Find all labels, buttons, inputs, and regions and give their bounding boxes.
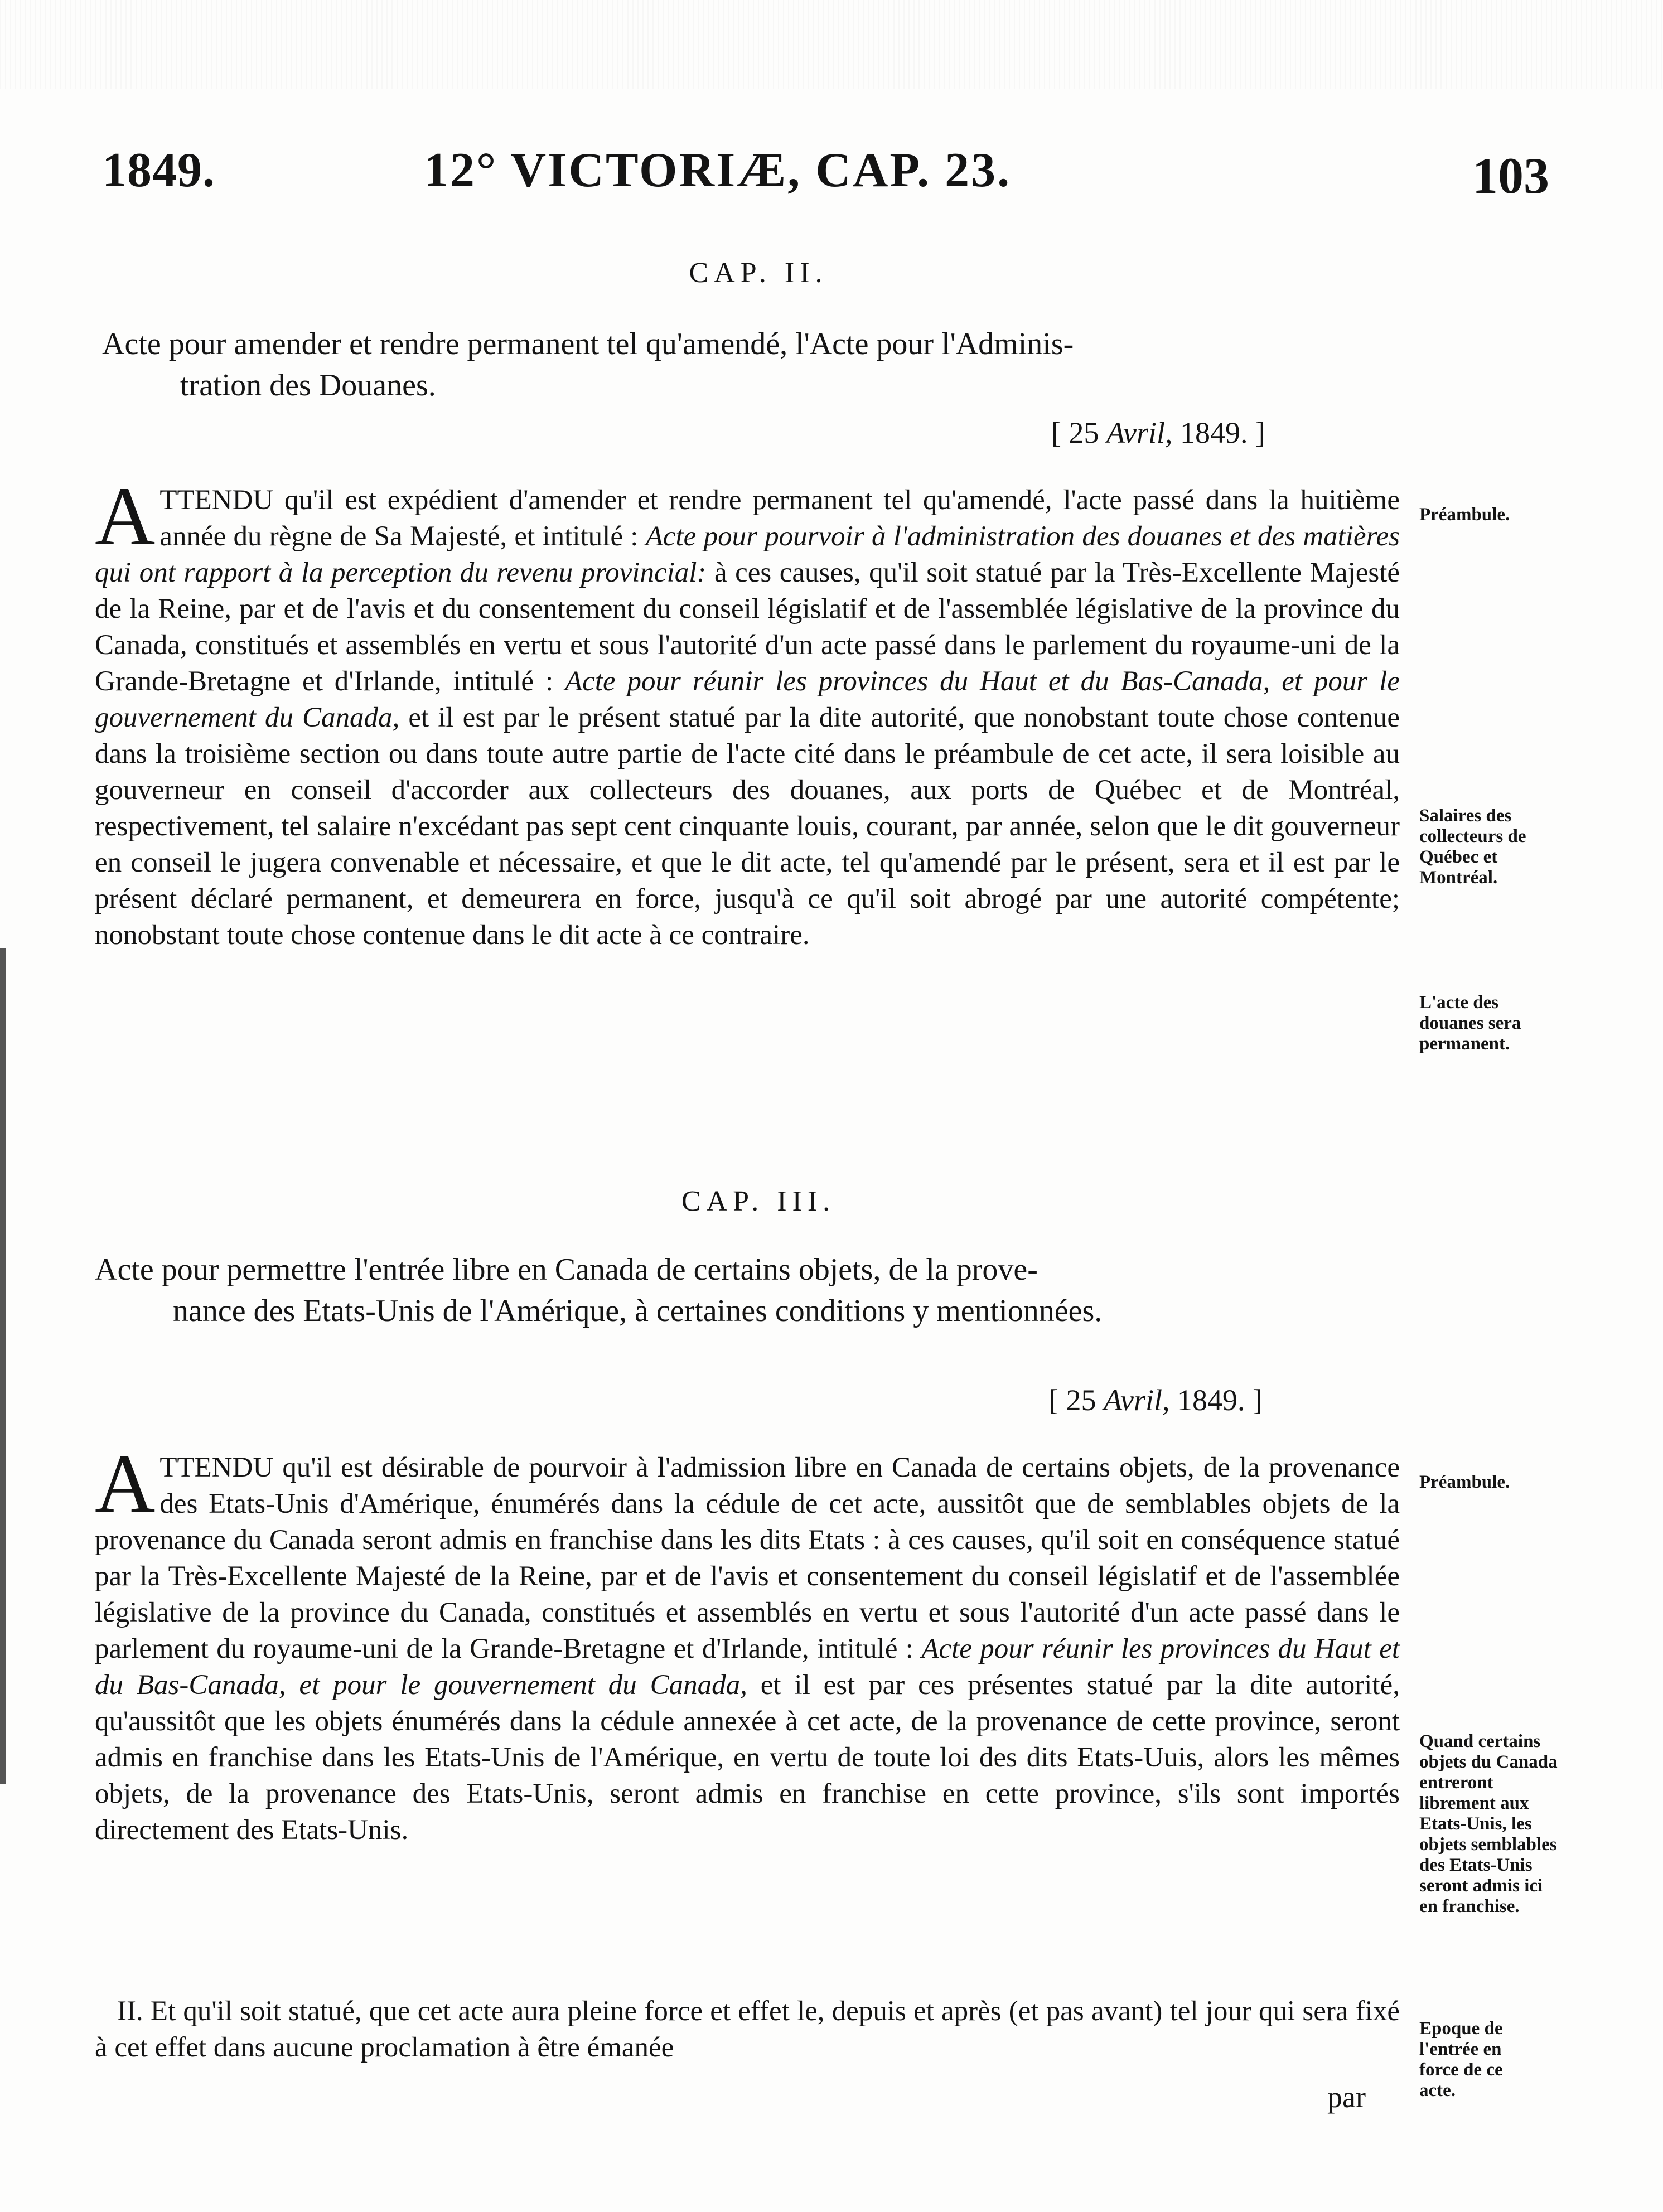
scan-noise-strip	[0, 0, 1663, 89]
margin-note-preamble-3: Préambule.	[1419, 1472, 1510, 1492]
chapter-3-title-line2: nance des Etats-Unis de l'Amérique, à certaines conditions y mentionnées.	[173, 1294, 1103, 1328]
chapter-3-title	[95, 1249, 1444, 1332]
catchword: par	[1327, 2080, 1366, 2114]
date-suffix: 1849. ]	[1169, 1383, 1263, 1417]
body-italic: Acte pour pourvoir à l'administration des douanes et des matières qui ont rapport à la perception du revenu provincial:	[95, 521, 1400, 588]
margin-note-epoch: Epoque de l'entrée en force de ce acte.	[1419, 2019, 1503, 2100]
date-suffix: 1849. ]	[1172, 416, 1265, 449]
chapter-2-title-line1: Acte pour amender et rendre permanent tel qu'amendé, l'Acte pour l'Adminis-	[102, 327, 1074, 361]
chapter-2-heading: CAP. II.	[689, 257, 828, 289]
body-text: TTENDU qu'il est désirable de pourvoir à l'admission libre en Canada de certains objets, de la provenance des Etats-Unis d'Amérique, énumérés dans la cédule de cet acte, aussitôt que de semblables objets de la provenance du Canada seront admis en franchise dans les dits Etats : à ces causes, qu'il soit en conséquence statué par la Très-Excellente Majesté de la Reine, par et de l'avis et consentement du conseil législatif et de l'assemblée législative de la province du Canada, constitués et assemblés en vertu et sous l'autorité d'un acte passé dans le parlement du royaume-uni de la Grande-Bretagne et d'Irlande, intitulé :	[95, 1452, 1400, 1664]
body-text: et il est par ces présentes statué par la dite autorité, qu'aussitôt que les objets énumérés dans la cédule annexée à cet acte, de la provenance de cette province, seront admis en franchise dans les Etats-Unis de l'Amérique, en vertu de toute loi des dits Etats-Uuis, alors les mêmes objets, de la provenance des Etats-Unis, seront admis en franchise en cette province, s'ils sont importés directement des Etats-Unis.	[95, 1669, 1400, 1846]
chapter-2-body	[95, 470, 1400, 953]
margin-note-permanent: L'acte des douanes sera permanent.	[1419, 993, 1521, 1054]
body-text: à ces causes, qu'il soit statué par la Très-Excellente Majesté de la Reine, par et de l'avis et du consentement du conseil législatif et de l'assemblée législative de la province du Canada, constitués et assemblés en vertu et sous l'autorité d'un acte passé dans le parlement du royaume-uni de la Grande-Bretagne et d'Irlande, intitulé :	[95, 557, 1400, 697]
margin-note-preamble: Préambule.	[1419, 505, 1510, 525]
body-italic: Acte pour réunir les provinces du Haut et du Bas-Canada, et pour le gouvernement du Canada,	[95, 1633, 1400, 1701]
chapter-2-title-line2: tration des Douanes.	[180, 368, 436, 403]
body-text: et il est par le présent statué par la dite autorité, que nonobstant toute chose contenue dans la troisième section ou dans toute autre partie de l'acte cité dans le préambule de cet acte, il sera loisible au gouverneur en conseil d'accorder aux collecteurs des douanes, aux ports de Québec et de Montréal, respectivement, tel salaire n'excédant pas sept cent cinquante louis, courant, par année, selon que le dit gouverneur en conseil le jugera convenable et nécessaire, et que le dit acte, tel qu'amendé par le présent, sera et il est par le présent déclaré permanent, et demeurera en force, jusqu'à ce qu'il soit abrogé par une autorité compétente; nonobstant toute chose contenue dans le dit acte à ce contraire.	[95, 702, 1400, 951]
chapter-2-date	[1051, 415, 1265, 450]
header-title: 12° VICTORIÆ, CAP. 23.	[424, 143, 1012, 197]
chapter-2-title	[102, 323, 1440, 406]
date-month: Avril,	[1103, 1383, 1170, 1417]
page-number: 103	[1472, 147, 1549, 204]
body-text: TTENDU qu'il est expédient d'amender et rendre permanent tel qu'amendé, l'acte passé dans la huitième année du règne de Sa Majesté, et intitulé :	[159, 485, 1400, 552]
chapter-3-date	[1048, 1383, 1263, 1417]
date-month: Avril,	[1106, 416, 1173, 449]
date-prefix: [ 25	[1051, 416, 1106, 449]
chapter-3-section-2: II. Et qu'il soit statué, que cet acte aura pleine force et effet le, depuis et après (et pas avant) tel jour qui sera fixé à cet effet dans aucune proclamation à être émanée	[95, 1996, 1400, 2063]
dropcap: A	[95, 470, 156, 563]
date-prefix: [ 25	[1048, 1383, 1104, 1417]
page-edge-shadow	[0, 948, 6, 1784]
header-year: 1849.	[102, 143, 215, 197]
margin-note-salaries: Salaires des collecteurs de Québec et Montréal.	[1419, 806, 1526, 888]
dropcap: A	[95, 1437, 156, 1530]
chapter-3-body	[95, 1437, 1400, 1848]
chapter-3-title-line1: Acte pour permettre l'entrée libre en Canada de certains objets, de la prove-	[95, 1252, 1038, 1287]
margin-note-free-entry: Quand certains objets du Canada entreront librement aux Etats-Unis, les objets semblables des Etats-Unis seront admis ici en franchise.	[1419, 1731, 1558, 1916]
body-italic: Acte pour réunir les provinces du Haut et du Bas-Canada, et pour le gouvernement du Canada,	[95, 666, 1400, 733]
chapter-3-heading: CAP. III.	[681, 1185, 836, 1217]
